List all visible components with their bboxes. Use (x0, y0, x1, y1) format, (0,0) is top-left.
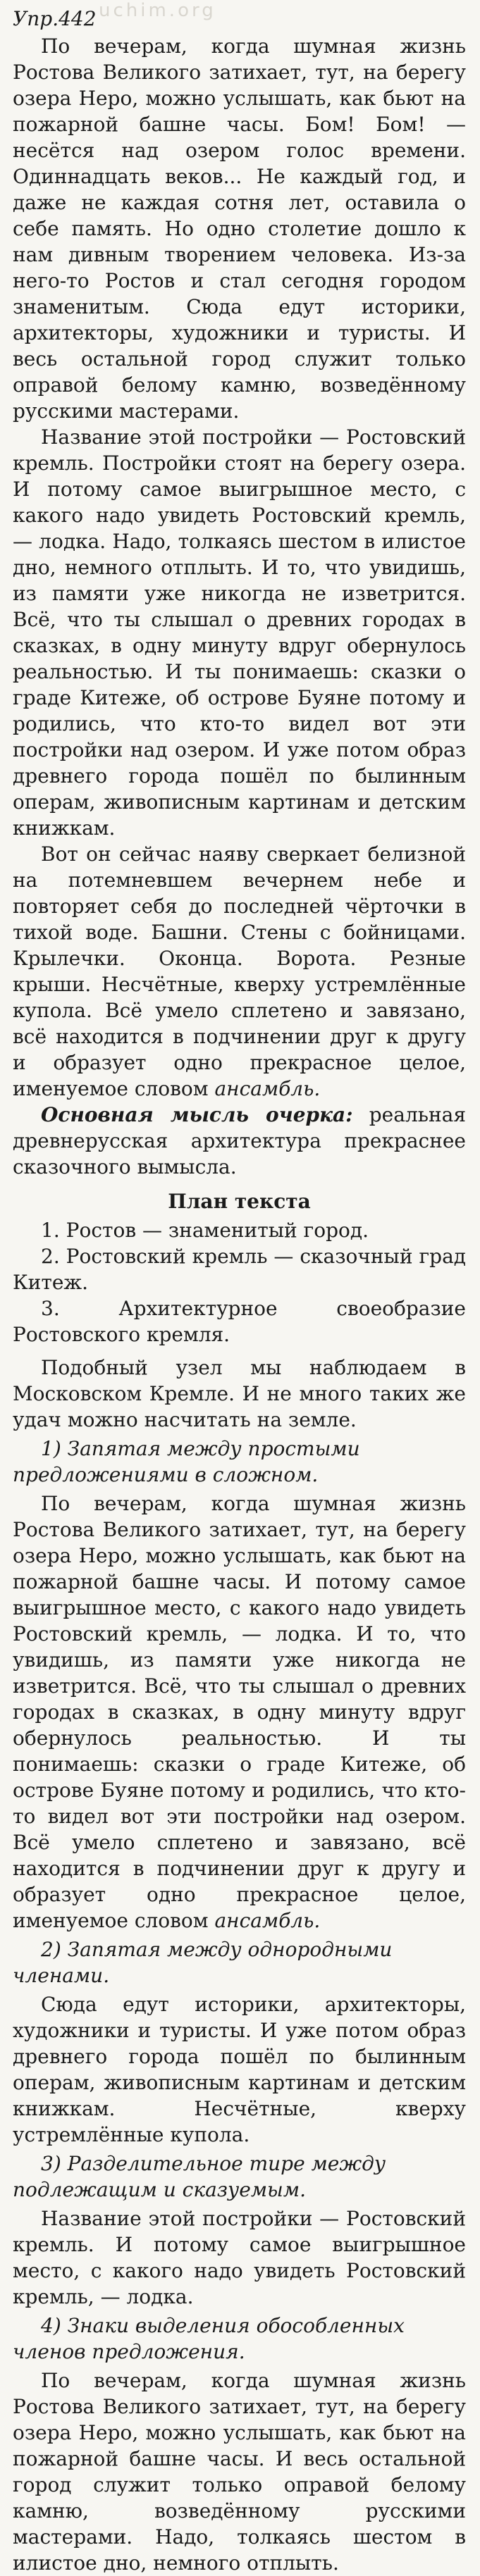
rule-1: 1) Запятая между простыми предложениями в сложном. (13, 1437, 360, 1486)
main-idea (13, 1102, 466, 1180)
main-idea-text: реальная древнерусская архитектура прекраснее сказочного вымысла. (13, 1103, 466, 1178)
text-paragraph-1: По вечерам, когда шумная жизнь Ростова Великого затихает, тут, на берегу озера Неро, можно услышать, как бьют на пожарной башне часы. Бом! Бом! — несётся над озером голос времени. Одиннадцать веков... Не каждый год, и даже не каждая сотня лет, оставила о себе память. Но одно столетие дошло к нам дивным творением человека. Из-за него-то Ростов и стал сегодня городом знаменитым. Сюда едут историки, архитекторы, художники и туристы. И весь остальной город служит только оправой белому камню, возведённому русскими мастерами. (13, 35, 466, 423)
watermark: uchim.org (99, 0, 216, 21)
analysis-3: Название этой постройки — Ростовский кремль. И потому самое выигрышное место, с какого надо увидеть Ростовский кремль, — лодка. (13, 2207, 466, 2308)
text-paragraph-3-body: Вот он сейчас наяву сверкает белизной на потемневшем вечернем небе и повторяет себя до последней чёрточки в тихой воде. Башни. Стены с бойницами. Крылечки. Оконца. Ворота. Резные крыши. Несчётные, кверху устремлённые купола. Всё умело сплетено и завязано, всё находится в подчинении друг к другу и образует одно прекрасное целое, именуемое словом (13, 842, 466, 1100)
plan-item-1: 1. Ростов — знаменитый город. (41, 1219, 369, 1242)
plan-item-3: 3. Архитектурное своеобразие Ростовского кремля. (13, 1297, 466, 1346)
analysis-1-word: ансамбль. (214, 1909, 321, 1932)
analysis-1 (13, 1491, 466, 1934)
plan-title: План текста (168, 1190, 311, 1213)
analysis-1-body: По вечерам, когда шумная жизнь Ростова Великого затихает, тут, на берегу озера Неро, можно услышать, как бьют на пожарной башне часы. И потому самое выигрышное место, с какого надо увидеть Ростовский кремль, — лодка. И то, что увидишь, из памяти уже никогда не изветрится. Всё, что ты слышал о древних городах в сказках, в одну минуту вдруг обернулось реальностью. И ты понимаешь: сказки о граде Китеже, об острове Буяне потому и родились, что кто-то видел вот эти постройки над озером. Всё умело сплетено и завязано, всё находится в подчинении друг к другу и образует одно прекрасное целое, именуемое словом (13, 1492, 466, 1932)
text-paragraph-3 (13, 841, 466, 1102)
analysis-4: По вечерам, когда шумная жизнь Ростова Великого затихает, тут, на берегу озера Неро, можно услышать, как бьют на пожарной башне часы. И весь остальной город служит только оправой белому камню, возведённому русскими мастерами. Надо, толкаясь шестом в илистое дно, немного отплыть. (13, 2369, 466, 2575)
rule-4: 4) Знаки выделения обособленных членов предложения. (13, 2314, 405, 2363)
exercise-title: Упр.442 (13, 7, 97, 30)
main-idea-label: Основная мысль очерка: (41, 1103, 353, 1126)
plan-list (13, 1217, 466, 1348)
text-paragraph-2: Название этой постройки — Ростовский кремль. Постройки стоят на берегу озера. И потому самое выигрышное место, с какого надо увидеть Ростовский кремль, — лодка. Надо, толкаясь шестом в илистое дно, немного отплыть. И то, что увидишь, из памяти уже никогда не изветрится. Всё, что ты слышал о древних городах в сказках, в одну минуту вдруг обернулось реальностью. И ты понимаешь: сказки о граде Китеже, об острове Буяне потому и родились, что кто-то видел вот эти постройки над озером. И уже потом образ древнего города пошёл по былинным операм, живописным картинам и детским книжкам. (13, 425, 466, 840)
note-paragraph: Подобный узел мы наблюдаем в Московском Кремле. И не много таких же удач можно насчитать на земле. (13, 1356, 466, 1431)
rule-2: 2) Запятая между однородными членами. (13, 1938, 393, 1987)
analysis-2: Сюда едут историки, архитекторы, художники и туристы. И уже потом образ древнего города пошёл по былинным операм, живописным картинам и детским книжкам. Несчётные, кверху устремлённые купола. (13, 1993, 466, 2146)
rule-3: 3) Разделительное тире между подлежащим и сказуемым. (13, 2152, 386, 2201)
plan-item-2: 2. Ростовский кремль — сказочный град Китеж. (13, 1245, 466, 1294)
word-ensemble: ансамбль. (214, 1077, 321, 1100)
